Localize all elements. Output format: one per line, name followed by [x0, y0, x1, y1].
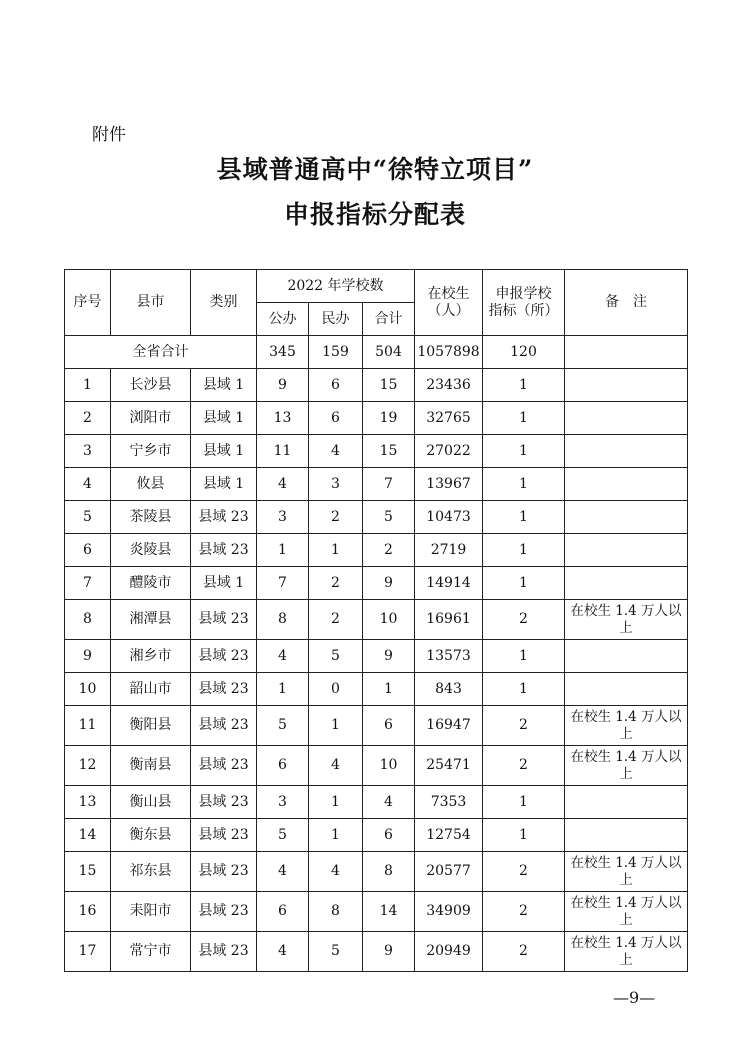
row-note	[565, 786, 688, 819]
row-total: 5	[363, 501, 415, 534]
row-students: 27022	[415, 435, 483, 468]
row-quota: 1	[483, 468, 565, 501]
table-row	[65, 600, 688, 640]
row-private: 1	[309, 786, 363, 819]
row-category: 县域 1	[191, 402, 257, 435]
row-public: 8	[257, 600, 309, 640]
row-note	[565, 640, 688, 673]
row-category: 县域 23	[191, 640, 257, 673]
row-county: 衡山县	[111, 786, 191, 819]
row-private: 6	[309, 369, 363, 402]
row-seq: 4	[65, 468, 111, 501]
table-row	[65, 640, 688, 673]
row-seq: 2	[65, 402, 111, 435]
row-seq: 13	[65, 786, 111, 819]
row-private: 6	[309, 402, 363, 435]
row-total: 10	[363, 600, 415, 640]
attachment-label: 附件	[92, 125, 126, 145]
row-seq: 17	[65, 932, 111, 972]
row-category: 县域 23	[191, 746, 257, 786]
row-public: 4	[257, 640, 309, 673]
table-row	[65, 673, 688, 706]
row-public: 1	[257, 534, 309, 567]
row-students: 20949	[415, 932, 483, 972]
row-county: 醴陵市	[111, 567, 191, 600]
header-category: 类别	[191, 270, 257, 336]
row-total: 1	[363, 673, 415, 706]
table-row	[65, 468, 688, 501]
row-category: 县域 23	[191, 786, 257, 819]
row-note: 在校生 1.4 万人以上	[565, 892, 688, 932]
row-public: 3	[257, 501, 309, 534]
header-students-line2: （人）	[427, 302, 470, 319]
header-students	[415, 270, 483, 336]
row-note: 在校生 1.4 万人以上	[565, 932, 688, 972]
row-students: 2719	[415, 534, 483, 567]
row-seq: 11	[65, 706, 111, 746]
row-quota: 1	[483, 786, 565, 819]
row-students: 7353	[415, 786, 483, 819]
row-county: 攸县	[111, 468, 191, 501]
row-category: 县域 23	[191, 600, 257, 640]
row-note	[565, 435, 688, 468]
row-note	[565, 369, 688, 402]
row-county: 茶陵县	[111, 501, 191, 534]
row-note: 在校生 1.4 万人以上	[565, 706, 688, 746]
row-private: 2	[309, 501, 363, 534]
header-students-line1: 在校生	[427, 285, 470, 302]
row-total: 6	[363, 819, 415, 852]
summary-quota: 120	[483, 336, 565, 369]
row-public: 4	[257, 852, 309, 892]
row-quota: 1	[483, 567, 565, 600]
row-seq: 7	[65, 567, 111, 600]
row-public: 5	[257, 819, 309, 852]
summary-total: 504	[363, 336, 415, 369]
table-row	[65, 746, 688, 786]
row-public: 7	[257, 567, 309, 600]
row-county: 宁乡市	[111, 435, 191, 468]
row-seq: 6	[65, 534, 111, 567]
row-category: 县域 23	[191, 932, 257, 972]
row-total: 9	[363, 932, 415, 972]
row-private: 3	[309, 468, 363, 501]
row-category: 县域 23	[191, 852, 257, 892]
header-private: 民办	[309, 303, 363, 336]
row-category: 县域 23	[191, 501, 257, 534]
row-seq: 14	[65, 819, 111, 852]
row-public: 3	[257, 786, 309, 819]
row-note: 在校生 1.4 万人以上	[565, 600, 688, 640]
row-note	[565, 567, 688, 600]
row-quota: 1	[483, 673, 565, 706]
table-row	[65, 501, 688, 534]
row-private: 5	[309, 640, 363, 673]
row-students: 23436	[415, 369, 483, 402]
row-seq: 12	[65, 746, 111, 786]
row-county: 耒阳市	[111, 892, 191, 932]
row-seq: 3	[65, 435, 111, 468]
row-total: 2	[363, 534, 415, 567]
row-total: 9	[363, 640, 415, 673]
header-quota-line1: 申报学校	[495, 285, 552, 302]
row-private: 1	[309, 819, 363, 852]
row-quota: 1	[483, 819, 565, 852]
row-quota: 1	[483, 640, 565, 673]
header-row-1	[65, 270, 688, 303]
row-quota: 2	[483, 892, 565, 932]
row-students: 20577	[415, 852, 483, 892]
row-private: 4	[309, 746, 363, 786]
row-public: 11	[257, 435, 309, 468]
table-row	[65, 402, 688, 435]
summary-public: 345	[257, 336, 309, 369]
row-category: 县域 1	[191, 369, 257, 402]
row-county: 韶山市	[111, 673, 191, 706]
table-row	[65, 534, 688, 567]
row-public: 4	[257, 932, 309, 972]
row-county: 衡阳县	[111, 706, 191, 746]
row-quota: 2	[483, 600, 565, 640]
row-total: 4	[363, 786, 415, 819]
row-county: 湘乡市	[111, 640, 191, 673]
row-students: 13573	[415, 640, 483, 673]
row-category: 县域 1	[191, 567, 257, 600]
row-note	[565, 534, 688, 567]
summary-row	[65, 336, 688, 369]
table-row	[65, 786, 688, 819]
header-total: 合计	[363, 303, 415, 336]
row-category: 县域 23	[191, 819, 257, 852]
row-category: 县域 23	[191, 534, 257, 567]
row-total: 15	[363, 435, 415, 468]
row-county: 长沙县	[111, 369, 191, 402]
summary-private: 159	[309, 336, 363, 369]
header-quota	[483, 270, 565, 336]
row-note: 在校生 1.4 万人以上	[565, 852, 688, 892]
row-private: 8	[309, 892, 363, 932]
row-public: 5	[257, 706, 309, 746]
row-public: 1	[257, 673, 309, 706]
row-seq: 16	[65, 892, 111, 932]
row-total: 9	[363, 567, 415, 600]
row-students: 32765	[415, 402, 483, 435]
row-seq: 9	[65, 640, 111, 673]
row-category: 县域 23	[191, 892, 257, 932]
row-note	[565, 468, 688, 501]
table-row	[65, 435, 688, 468]
row-public: 6	[257, 892, 309, 932]
row-note	[565, 402, 688, 435]
header-county: 县市	[111, 270, 191, 336]
row-note	[565, 819, 688, 852]
row-county: 衡东县	[111, 819, 191, 852]
row-category: 县域 23	[191, 706, 257, 746]
row-students: 10473	[415, 501, 483, 534]
page-number: —9—	[613, 988, 656, 1007]
row-private: 4	[309, 435, 363, 468]
row-category: 县域 23	[191, 673, 257, 706]
table-row	[65, 892, 688, 932]
row-seq: 1	[65, 369, 111, 402]
row-county: 湘潭县	[111, 600, 191, 640]
row-note	[565, 673, 688, 706]
table-row	[65, 852, 688, 892]
row-private: 2	[309, 567, 363, 600]
header-public: 公办	[257, 303, 309, 336]
row-county: 浏阳市	[111, 402, 191, 435]
row-county: 衡南县	[111, 746, 191, 786]
table-row	[65, 819, 688, 852]
header-seq: 序号	[65, 270, 111, 336]
row-quota: 1	[483, 369, 565, 402]
row-quota: 1	[483, 435, 565, 468]
row-total: 10	[363, 746, 415, 786]
row-students: 13967	[415, 468, 483, 501]
row-county: 常宁市	[111, 932, 191, 972]
row-students: 843	[415, 673, 483, 706]
header-quota-line2: 指标（所）	[488, 302, 559, 319]
row-note	[565, 501, 688, 534]
row-private: 1	[309, 706, 363, 746]
row-quota: 2	[483, 932, 565, 972]
row-public: 13	[257, 402, 309, 435]
document-title-line1: 县域普通高中“徐特立项目”	[216, 155, 534, 184]
row-quota: 2	[483, 852, 565, 892]
row-total: 6	[363, 706, 415, 746]
row-category: 县域 1	[191, 435, 257, 468]
header-schools-group: 2022 年学校数	[257, 270, 415, 303]
row-private: 5	[309, 932, 363, 972]
table-row	[65, 932, 688, 972]
row-seq: 5	[65, 501, 111, 534]
table-row	[65, 369, 688, 402]
row-students: 14914	[415, 567, 483, 600]
row-quota: 1	[483, 534, 565, 567]
row-public: 9	[257, 369, 309, 402]
row-total: 7	[363, 468, 415, 501]
row-county: 祁东县	[111, 852, 191, 892]
table-row	[65, 567, 688, 600]
row-note: 在校生 1.4 万人以上	[565, 746, 688, 786]
document-title-line2: 申报指标分配表	[283, 200, 466, 229]
row-private: 1	[309, 534, 363, 567]
row-quota: 2	[483, 706, 565, 746]
row-quota: 1	[483, 501, 565, 534]
row-total: 19	[363, 402, 415, 435]
row-county: 炎陵县	[111, 534, 191, 567]
quota-allocation-table	[64, 269, 688, 972]
row-public: 6	[257, 746, 309, 786]
row-private: 0	[309, 673, 363, 706]
row-students: 34909	[415, 892, 483, 932]
row-total: 8	[363, 852, 415, 892]
table-row	[65, 706, 688, 746]
row-seq: 15	[65, 852, 111, 892]
row-total: 14	[363, 892, 415, 932]
row-quota: 1	[483, 402, 565, 435]
summary-label: 全省合计	[65, 336, 257, 369]
row-category: 县域 1	[191, 468, 257, 501]
row-students: 12754	[415, 819, 483, 852]
row-students: 25471	[415, 746, 483, 786]
summary-students: 1057898	[415, 336, 483, 369]
row-quota: 2	[483, 746, 565, 786]
summary-note	[565, 336, 688, 369]
row-seq: 8	[65, 600, 111, 640]
row-students: 16947	[415, 706, 483, 746]
row-private: 4	[309, 852, 363, 892]
row-total: 15	[363, 369, 415, 402]
row-students: 16961	[415, 600, 483, 640]
header-remark: 备 注	[565, 270, 688, 336]
row-private: 2	[309, 600, 363, 640]
row-seq: 10	[65, 673, 111, 706]
row-public: 4	[257, 468, 309, 501]
